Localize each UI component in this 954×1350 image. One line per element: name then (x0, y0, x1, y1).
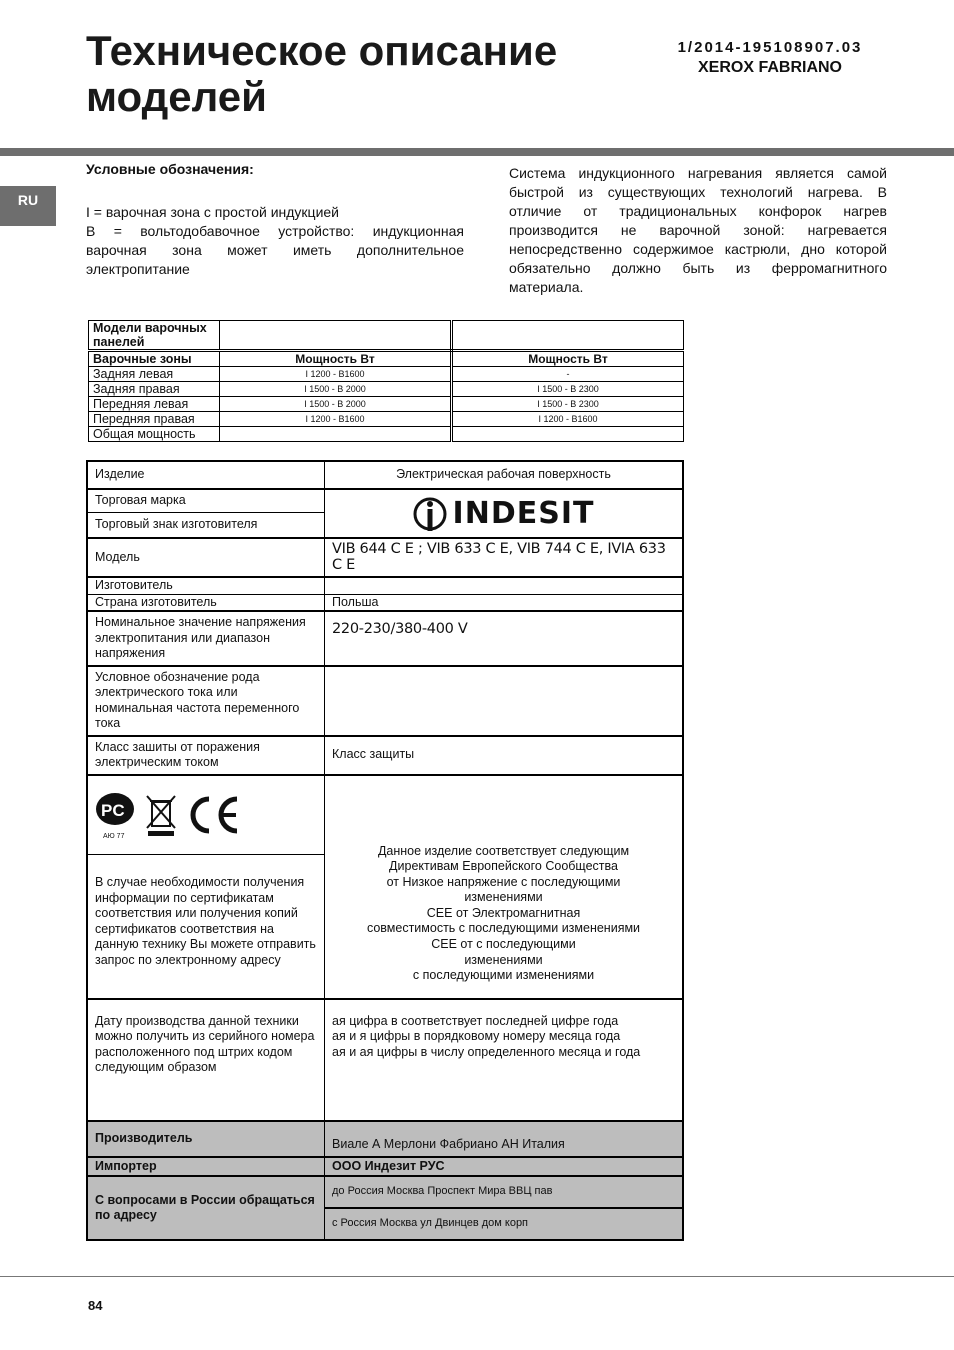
zone-name: Передняя левая (89, 397, 220, 412)
power-header-a: Мощность Вт (220, 351, 452, 367)
model-col-b (452, 321, 684, 351)
directive-line: от Низкое напряжение с последующими (386, 874, 621, 889)
contact-address-1: до Россия Москва Проспект Мира ВВЦ пав (325, 1176, 684, 1208)
contact-address-2: с Россия Москва ул Двинцев дом корп (325, 1208, 684, 1240)
directive-line: изменениями (464, 890, 543, 905)
zone-name: Передняя правая (89, 412, 220, 427)
power-b (452, 427, 684, 442)
legend-line-2: B = вольтодобавочное устройство: индукционная варочная зона может иметь дополнительное электропитание (86, 223, 464, 277)
importer-value: ООО Индезит РУС (325, 1157, 684, 1177)
table-row (89, 367, 684, 382)
models-label: Модели варочных панелей (89, 321, 220, 351)
directives-cell (325, 775, 684, 999)
power-a: I 1200 - B1600 (220, 367, 452, 382)
table-row (89, 427, 684, 442)
zone-name: Общая мощность (89, 427, 220, 442)
directive-line: Директивам Европейского Сообщества (389, 859, 618, 874)
date-label: Дату производства данной техники можно получить из серийного номера расположенного под штрих кодом следующим образом (87, 999, 325, 1121)
power-b: I 1500 - B 2300 (452, 382, 684, 397)
svg-text:PC: PC (101, 800, 125, 820)
power-a: I 1200 - B1600 (220, 412, 452, 427)
title-line-2: моделей (86, 73, 267, 120)
table-row (89, 412, 684, 427)
model-label: Модель (87, 538, 325, 577)
spec-table (86, 460, 684, 1241)
product-value: Электрическая рабочая поверхность (325, 461, 684, 489)
cert-marks (87, 775, 325, 855)
legend-heading: Условные обозначения: (86, 161, 254, 177)
language-tab: RU (0, 186, 56, 226)
product-label: Изделие (87, 461, 325, 489)
model-col-a (220, 321, 452, 351)
header-divider (0, 148, 954, 156)
manufacturer-value (325, 577, 684, 594)
footer-divider (0, 1276, 954, 1277)
producer-label: Производитель (87, 1121, 325, 1157)
trademark-label: Торговая марка (87, 489, 325, 512)
maker-mark-label: Торговый знак изготовителя (87, 512, 325, 538)
cert-info: В случае необходимости получения информации по сертификатам соответствия или получения копий сертификатов соответствия на данную технику Вы можете отправить запрос по электронному адресу (87, 855, 325, 999)
directive-line: СЕЕ от Электромагнитная (426, 905, 581, 920)
date-rule: ая и я цифры в порядковому номеру месяца года (332, 1029, 621, 1043)
date-rule: ая и ая цифры в числу определенного месяца и года (332, 1044, 641, 1059)
manufacturer-label: Изготовитель (87, 577, 325, 594)
voltage-label: Номинальное значение напряжения электропитания или диапазон напряжения (87, 611, 325, 666)
page-number: 84 (88, 1298, 103, 1313)
producer-value: Виале А Мерлони Фабриано АН Италия (325, 1121, 684, 1157)
country-label: Страна изготовитель (87, 594, 325, 611)
doc-code: 1/2014-195108907.03 (677, 39, 863, 56)
importer-label: Импортер (87, 1157, 325, 1177)
printer-name: XEROX FABRIANO (697, 59, 842, 76)
title-line-1: Техническое описание (86, 27, 558, 74)
date-rule: ая цифра в соответствует последней цифре года (332, 1013, 619, 1028)
zone-name: Задняя правая (89, 382, 220, 397)
indesit-logo-icon (413, 495, 447, 533)
legend-section (86, 160, 464, 279)
weee-bin-icon (145, 792, 177, 838)
current-value (325, 666, 684, 736)
power-b: I 1200 - B1600 (452, 412, 684, 427)
zones-label: Варочные зоны (89, 351, 220, 367)
power-b: - (452, 367, 684, 382)
directive-line: СЕЕ от с последующими (431, 937, 576, 952)
table-row (89, 397, 684, 412)
directive-line: Данное изделие соответствует следующим (377, 843, 630, 858)
svg-text:АЮ 77: АЮ 77 (103, 832, 125, 840)
logo-text: INDESIT (452, 495, 595, 531)
contact-label: С вопросами в России обращаться по адресу (87, 1176, 325, 1240)
brand-logo (325, 489, 684, 538)
voltage-value: 220-230/380-400 V (325, 611, 684, 666)
gost-r-icon (95, 789, 139, 841)
power-table (88, 320, 684, 442)
legend-line-1: I = варочная зона с простой индукцией (86, 204, 339, 220)
current-label: Условное обозначение рода электрического тока или номинальная частота переменного тока (87, 666, 325, 736)
directive-line: совместимость с последующими изменениями (366, 921, 641, 936)
power-header-b: Мощность Вт (452, 351, 684, 367)
table-row (89, 382, 684, 397)
date-rules (325, 999, 684, 1121)
zone-name: Задняя левая (89, 367, 220, 382)
protection-label: Класс зашиты от поражения электрическим током (87, 736, 325, 775)
directive-line: с последующими изменениями (412, 968, 595, 983)
directive-line: изменениями (464, 952, 543, 967)
model-value: VIB 644 C E ; VIB 633 C E, VIB 744 C E, IVIA 633 C E (325, 538, 684, 577)
power-b: I 1500 - B 2300 (452, 397, 684, 412)
power-a: I 1500 - B 2000 (220, 397, 452, 412)
ce-mark-icon (183, 793, 241, 837)
country-value: Польша (325, 594, 684, 611)
power-a: I 1500 - B 2000 (220, 382, 452, 397)
power-a (220, 427, 452, 442)
protection-value: Класс защиты (325, 736, 684, 775)
page-title (86, 28, 646, 120)
intro-text: Система индукционного нагревания является самой быстрой из существующих технологий нагрева. В отличие от традициональных конфорок нагрев производится не варочной зоной: нагревается непосредственно содержимое кастрюли, дно которой обязательно должно быть из ферромагнитного материала. (509, 165, 887, 295)
